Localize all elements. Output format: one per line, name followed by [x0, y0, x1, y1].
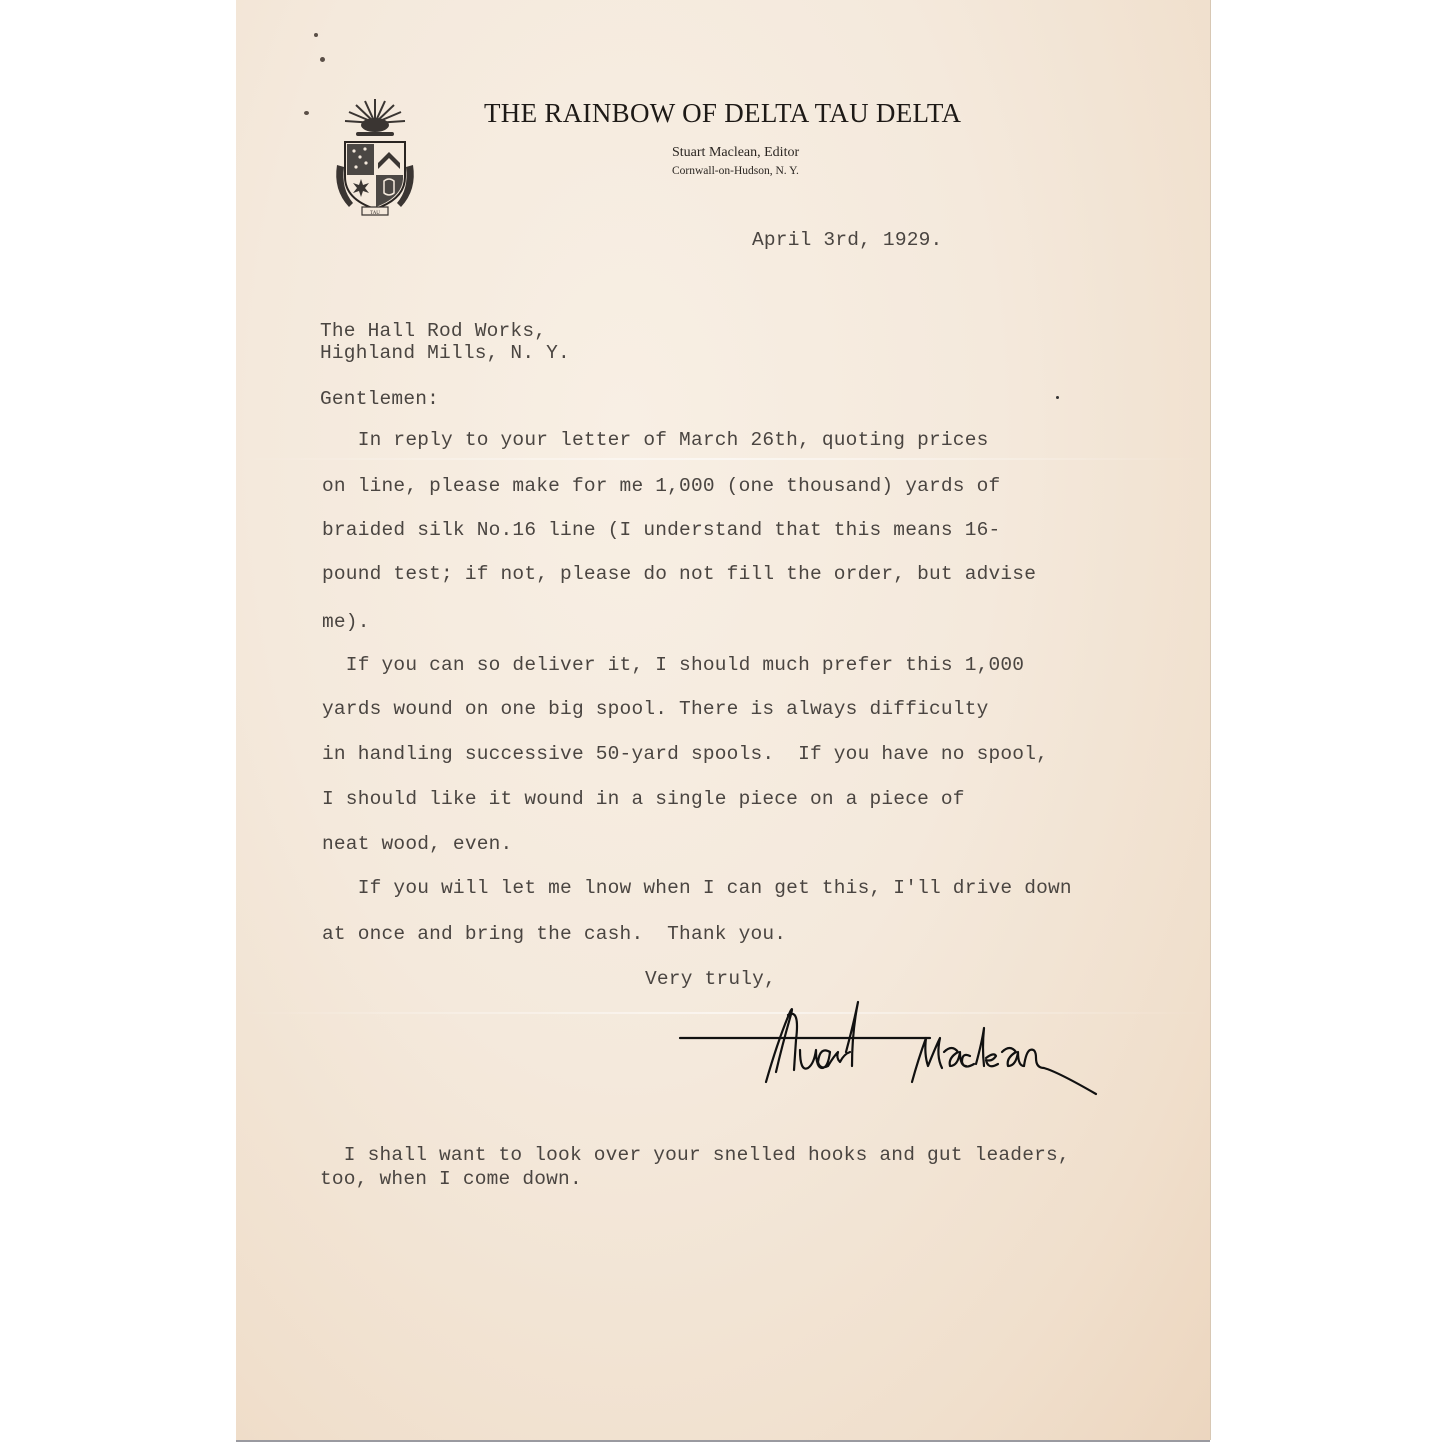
paragraph-line: in handling successive 50-yard spools. If you have no spool, [322, 743, 1049, 765]
paper-speck [304, 111, 309, 115]
recipient-line-1: The Hall Rod Works, [320, 320, 547, 342]
signature [678, 1000, 1108, 1100]
paragraph-line: on line, please make for me 1,000 (one thousand) yards of [322, 475, 1001, 497]
fraternity-crest-icon [332, 95, 418, 221]
paragraph-line: pound test; if not, please do not fill the order, but advise [322, 563, 1037, 585]
salutation: Gentlemen: [320, 388, 440, 410]
paper-speck [320, 57, 325, 62]
svg-text:TAU: TAU [370, 211, 380, 216]
postscript-line: I shall want to look over your snelled hooks and gut leaders, [320, 1144, 1070, 1166]
paragraph-line: neat wood, even. [322, 833, 513, 855]
paragraph-line: If you will let me lnow when I can get this, I'll drive down [322, 877, 1072, 899]
paragraph-line: I should like it wound in a single piece on a piece of [322, 788, 965, 810]
paragraph-line: yards wound on one big spool. There is always difficulty [322, 698, 989, 720]
paragraph-line: braided silk No.16 line (I understand that this means 16- [322, 519, 1001, 541]
paper-speck [1056, 396, 1059, 399]
recipient-line-2: Highland Mills, N. Y. [320, 342, 570, 364]
closing: Very truly, [645, 968, 776, 990]
editor-name: Stuart Maclean, Editor [672, 145, 800, 160]
paragraph-line: In reply to your letter of March 26th, quoting prices [322, 429, 989, 451]
paper-fold-crease [236, 458, 1210, 460]
paper-speck [314, 33, 318, 37]
paragraph-line: me). [322, 611, 370, 633]
paragraph-line: at once and bring the cash. Thank you. [322, 923, 787, 945]
paragraph-line: If you can so deliver it, I should much prefer this 1,000 [322, 654, 1025, 676]
editor-address: Cornwall-on-Hudson, N. Y. [672, 165, 799, 177]
letter-date: April 3rd, 1929. [752, 229, 943, 251]
postscript-line: too, when I come down. [320, 1168, 582, 1190]
letterhead-title: THE RAINBOW OF DELTA TAU DELTA [484, 98, 962, 128]
